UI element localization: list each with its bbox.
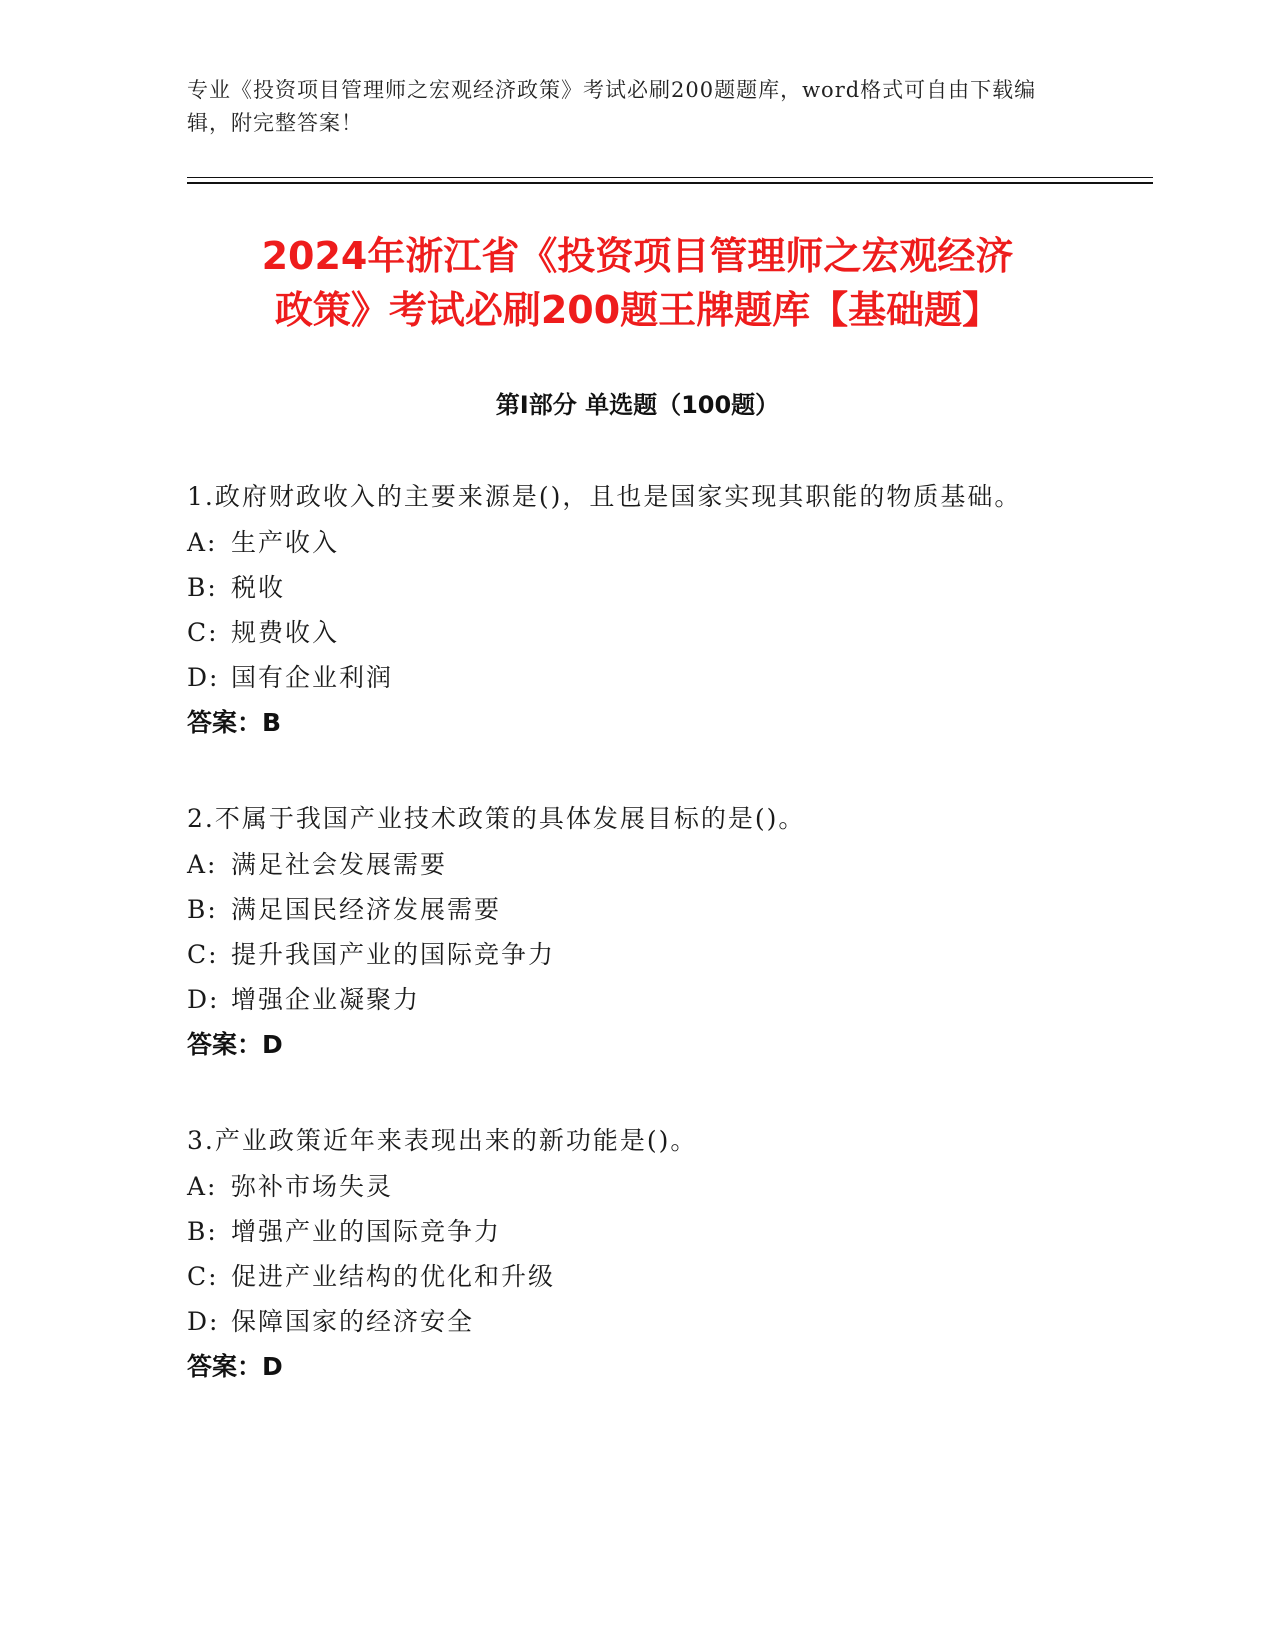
option-key: C: (187, 940, 219, 969)
option-d (187, 655, 1067, 700)
title-line-1: 2024年浙江省《投资项目管理师之宏观经济 (261, 234, 1014, 278)
answer-line: 答案：B (187, 708, 282, 737)
option-text: 满足社会发展需要 (231, 850, 448, 879)
question-2 (187, 796, 1067, 1068)
option-a (187, 1164, 1067, 1209)
option-key: A: (187, 528, 218, 557)
option-text: 规费收入 (231, 618, 340, 647)
option-b (187, 887, 1067, 932)
document-title (170, 229, 1105, 337)
question-list (187, 474, 1067, 1440)
option-text: 增强产业的国际竞争力 (231, 1217, 502, 1246)
option-text: 弥补市场失灵 (231, 1172, 394, 1201)
question-1 (187, 474, 1067, 746)
option-c (187, 932, 1067, 977)
answer-line: 答案：D (187, 1030, 283, 1059)
option-text: 保障国家的经济安全 (231, 1307, 475, 1336)
option-text: 生产收入 (231, 528, 340, 557)
option-key: D: (187, 1307, 220, 1336)
header-divider-thick (187, 182, 1153, 184)
option-key: B: (187, 895, 218, 924)
option-text: 提升我国产业的国际竞争力 (231, 940, 556, 969)
question-3 (187, 1118, 1067, 1390)
question-stem: 2.不属于我国产业技术政策的具体发展目标的是()。 (187, 804, 806, 833)
option-key: A: (187, 850, 218, 879)
option-d (187, 1299, 1067, 1344)
option-c (187, 1254, 1067, 1299)
option-key: C: (187, 618, 219, 647)
option-text: 国有企业利润 (231, 663, 394, 692)
option-b (187, 565, 1067, 610)
option-key: C: (187, 1262, 219, 1291)
option-a (187, 520, 1067, 565)
question-stem: 3.产业政策近年来表现出来的新功能是()。 (187, 1126, 698, 1155)
option-key: B: (187, 1217, 218, 1246)
option-text: 满足国民经济发展需要 (231, 895, 502, 924)
option-key: D: (187, 985, 220, 1014)
option-key: B: (187, 573, 218, 602)
part-heading: 第I部分 单选题（100题） (495, 391, 780, 419)
option-text: 促进产业结构的优化和升级 (231, 1262, 556, 1291)
option-d (187, 977, 1067, 1022)
header-note: 专业《投资项目管理师之宏观经济政策》考试必刷200题题库，word格式可自由下载编辑，附完整答案！ (187, 78, 1037, 135)
option-key: D: (187, 663, 220, 692)
header-divider-thin (187, 177, 1153, 178)
option-c (187, 610, 1067, 655)
question-stem: 1.政府财政收入的主要来源是()，且也是国家实现其职能的物质基础。 (187, 482, 1022, 511)
title-line-2: 政策》考试必刷200题王牌题库【基础题】 (274, 288, 1001, 332)
option-text: 税收 (231, 573, 286, 602)
option-a (187, 842, 1067, 887)
option-text: 增强企业凝聚力 (231, 985, 421, 1014)
option-b (187, 1209, 1067, 1254)
answer-line: 答案：D (187, 1352, 283, 1381)
option-key: A: (187, 1172, 218, 1201)
